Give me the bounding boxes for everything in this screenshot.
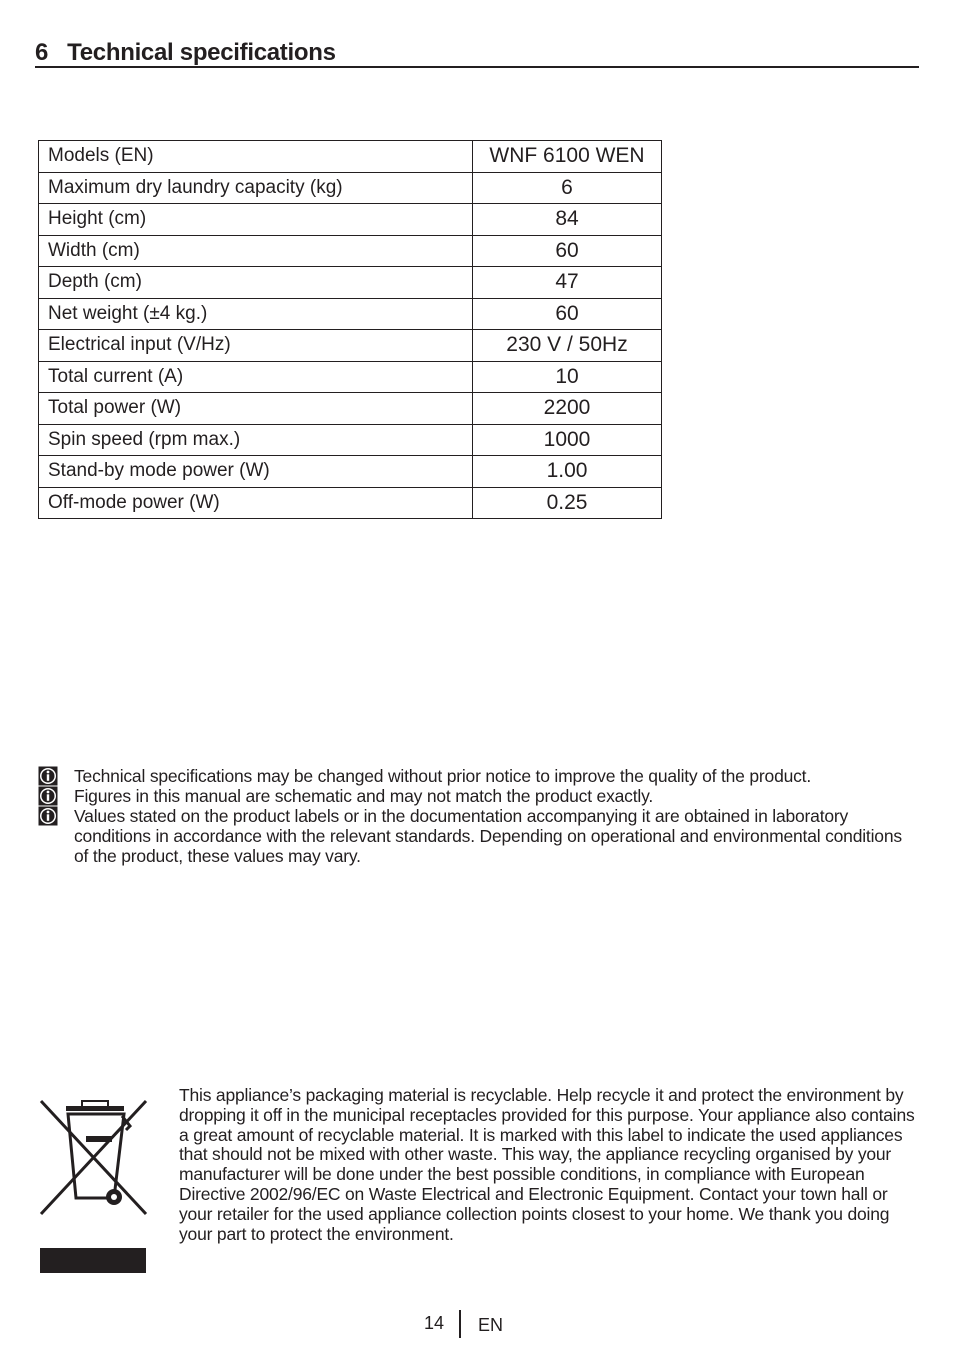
- footer-divider: [459, 1310, 461, 1338]
- spec-label: Off-mode power (W): [39, 487, 473, 519]
- section-number: 6: [35, 39, 49, 66]
- language-code: EN: [478, 1315, 504, 1335]
- spec-value: WNF 6100 WEN: [473, 141, 662, 173]
- section-heading: [35, 38, 919, 68]
- spec-value: 2200: [473, 393, 662, 425]
- spec-label: Maximum dry laundry capacity (kg): [39, 172, 473, 204]
- spec-row: [39, 298, 662, 330]
- spec-label: Total current (A): [39, 361, 473, 393]
- spec-label: Net weight (±4 kg.): [39, 298, 473, 330]
- spec-value: 1.00: [473, 456, 662, 488]
- spec-label: Models (EN): [39, 141, 473, 173]
- note-text: Figures in this manual are schematic and may not match the product exactly.: [74, 786, 653, 806]
- spec-row: [39, 330, 662, 362]
- spec-value: 1000: [473, 424, 662, 456]
- spec-row: [39, 456, 662, 488]
- spec-row: [39, 172, 662, 204]
- note-text: Technical specifications may be changed without prior notice to improve the quality of the product.: [74, 766, 812, 786]
- recycling-text: This appliance’s packaging material is recyclable. Help recycle it and protect the environment by dropping it off in the municipal receptacles provided for this purpose. Your appliance also contains a great amount of recyclable material. It is marked with this label to indicate the used appliances that should not be mixed with other waste. This way, the appliance recycling organised by your manufacturer will be done under the best possible conditions, in compliance with European Directive 2002/96/EC on Waste Electrical and Electronic Equipment. Contact your town hall or your retailer for the used appliance collection points closest to your home. We thank you doing your part to protect the environment.: [179, 1085, 915, 1244]
- note-item: [38, 766, 918, 786]
- spec-value: 6: [473, 172, 662, 204]
- spec-row: [39, 141, 662, 173]
- spec-value: 84: [473, 204, 662, 236]
- spec-label: Total power (W): [39, 393, 473, 425]
- spec-label: Depth (cm): [39, 267, 473, 299]
- note-item: [38, 786, 918, 806]
- spec-value: 60: [473, 235, 662, 267]
- info-icon: [38, 806, 58, 826]
- spec-value: 47: [473, 267, 662, 299]
- spec-value: 10: [473, 361, 662, 393]
- info-icon: [38, 786, 58, 806]
- note-text: Values stated on the product labels or in the documentation accompanying it are obtained in laboratory conditions in accordance with the relevant standards. Depending on operational and environmental conditions of the product, these values may vary.: [74, 806, 902, 866]
- section-title: [35, 38, 336, 68]
- spec-value: 230 V / 50Hz: [473, 330, 662, 362]
- spec-value: 0.25: [473, 487, 662, 519]
- info-notes: [38, 766, 918, 866]
- spec-row: [39, 487, 662, 519]
- page-number: 14: [424, 1313, 445, 1333]
- spec-row: [39, 424, 662, 456]
- spec-row: [39, 267, 662, 299]
- spec-label: Stand-by mode power (W): [39, 456, 473, 488]
- section-title-text: Technical specifications: [67, 39, 336, 66]
- spec-row: [39, 235, 662, 267]
- page-footer: [0, 1310, 954, 1338]
- spec-row: [39, 393, 662, 425]
- info-icon: [38, 766, 58, 786]
- spec-label: Width (cm): [39, 235, 473, 267]
- note-item: [38, 806, 918, 866]
- spec-label: Spin speed (rpm max.): [39, 424, 473, 456]
- spec-row: [39, 204, 662, 236]
- specifications-table: [38, 140, 662, 519]
- weee-bar: [40, 1248, 146, 1273]
- spec-value: 60: [473, 298, 662, 330]
- spec-label: Height (cm): [39, 204, 473, 236]
- spec-label: Electrical input (V/Hz): [39, 330, 473, 362]
- spec-row: [39, 361, 662, 393]
